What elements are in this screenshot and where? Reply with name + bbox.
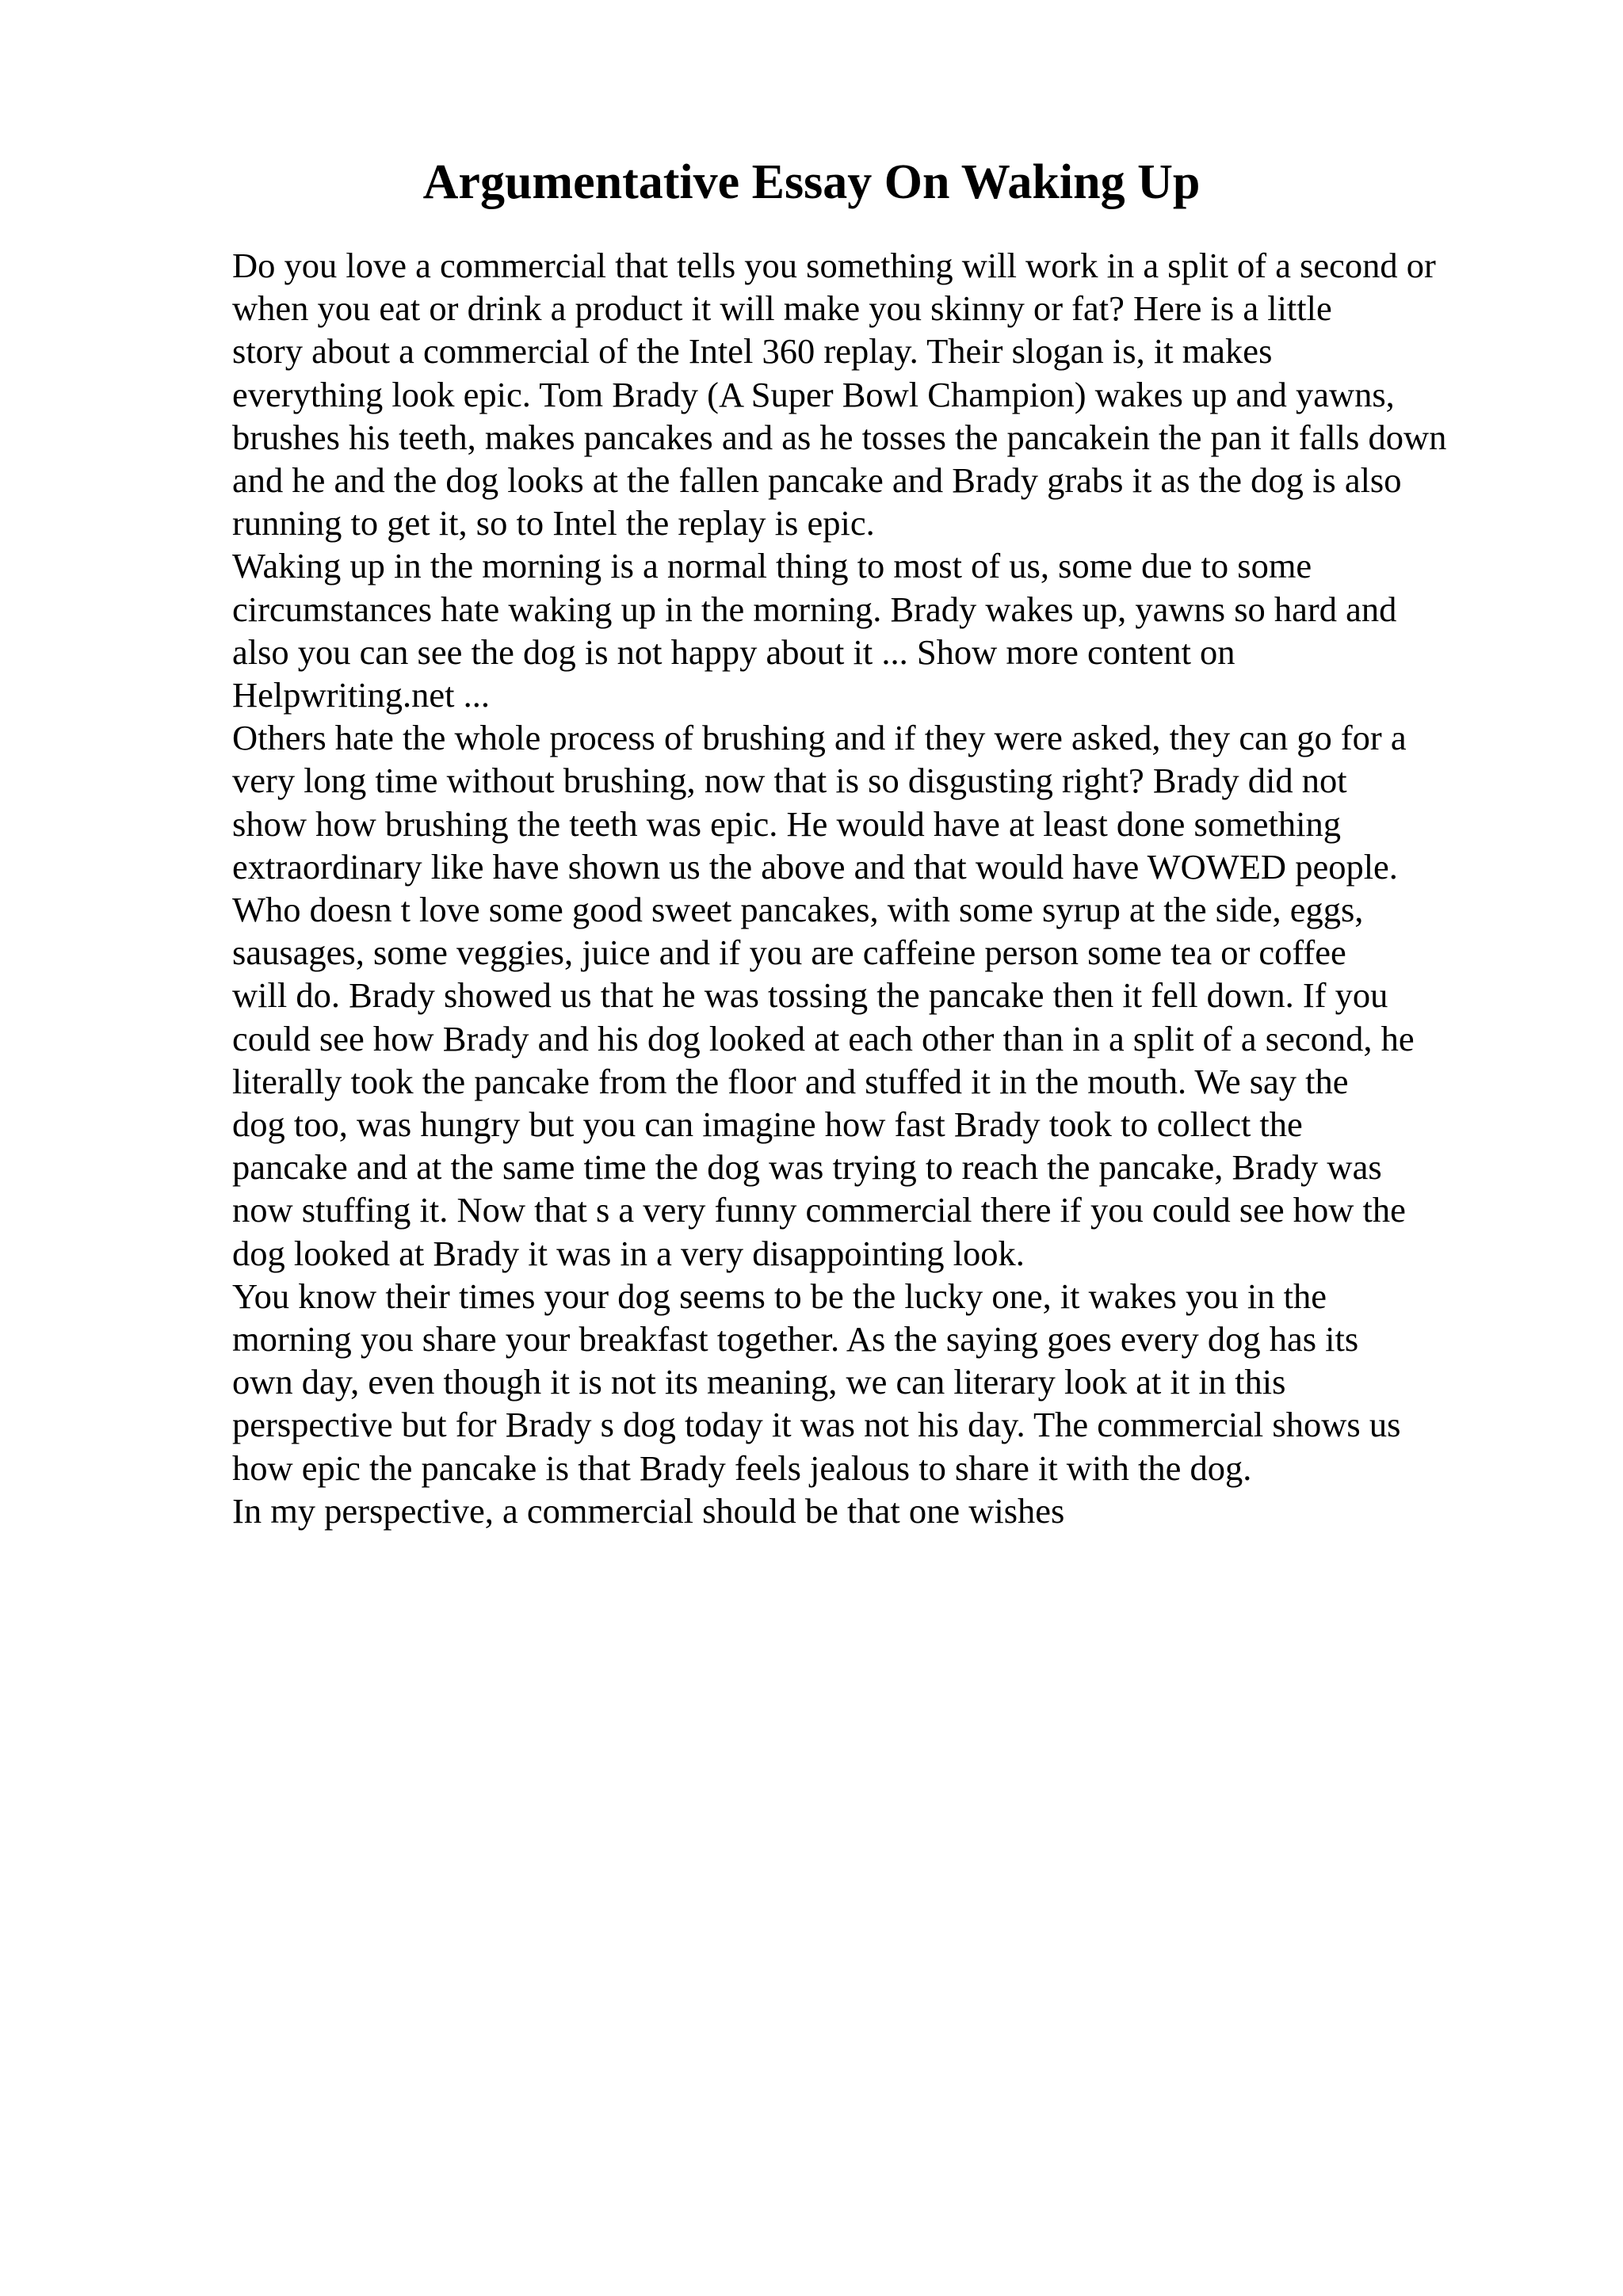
- text-line: pancake and at the same time the dog was trying to reach the pancake, Brady was: [232, 1147, 1382, 1188]
- text-line: show how brushing the teeth was epic. He would have at least done something: [232, 803, 1341, 844]
- text-line: brushes his teeth, makes pancakes and as he tosses the pancakein the pan it falls down: [232, 417, 1447, 457]
- text-line: how epic the pancake is that Brady feels jealous to share it with the dog.: [232, 1447, 1252, 1488]
- document-title: Argumentative Essay On Waking Up: [422, 155, 1201, 209]
- text-line: You know their times your dog seems to be the lucky one, it wakes you in the: [232, 1276, 1327, 1316]
- text-line: when you eat or drink a product it will make you skinny or fat? Here is a little: [232, 288, 1332, 329]
- text-line: sausages, some veggies, juice and if you are caffeine person some tea or coffee: [232, 933, 1346, 973]
- text-line: will do. Brady showed us that he was tossing the pancake then it fell down. If you: [232, 975, 1388, 1016]
- text-line: perspective but for Brady s dog today it was not his day. The commercial shows us: [232, 1405, 1401, 1445]
- text-line: story about a commercial of the Intel 360 replay. Their slogan is, it makes: [232, 331, 1273, 372]
- text-line: very long time without brushing, now that is so disgusting right? Brady did not: [232, 761, 1347, 801]
- text-line: Others hate the whole process of brushing and if they were asked, they can go for a: [232, 718, 1407, 758]
- text-line: and he and the dog looks at the fallen pancake and Brady grabs it as the dog is also: [232, 460, 1402, 501]
- text-line: literally took the pancake from the floor and stuffed it in the mouth. We say the: [232, 1061, 1349, 1101]
- text-line: also you can see the dog is not happy about it ... Show more content on: [232, 631, 1235, 672]
- text-line: own day, even though it is not its meaning, we can literary look at it in this: [232, 1362, 1286, 1402]
- text-line: Who doesn t love some good sweet pancakes, with some syrup at the side, eggs,: [232, 890, 1364, 930]
- text-line: Waking up in the morning is a normal thing to most of us, some due to some: [232, 546, 1312, 586]
- text-line: extraordinary like have shown us the above and that would have WOWED people.: [232, 846, 1398, 887]
- text-line: dog too, was hungry but you can imagine how fast Brady took to collect the: [232, 1104, 1303, 1145]
- text-line: Do you love a commercial that tells you something will work in a split of a second or: [232, 246, 1436, 285]
- essay-body: [232, 244, 1516, 1532]
- text-line: running to get it, so to Intel the replay is epic.: [232, 503, 875, 543]
- text-line: Helpwriting.net ...: [232, 675, 491, 715]
- text-line: could see how Brady and his dog looked at each other than in a split of a second, he: [232, 1018, 1415, 1058]
- text-line: morning you share your breakfast together. As the saying goes every dog has its: [232, 1319, 1359, 1360]
- text-line: now stuffing it. Now that s a very funny commercial there if you could see how the: [232, 1190, 1406, 1230]
- text-line: In my perspective, a commercial should be that one wishes: [232, 1490, 1065, 1531]
- text-line: dog looked at Brady it was in a very disappointing look.: [232, 1233, 1025, 1273]
- text-line: everything look epic. Tom Brady (A Super Bowl Champion) wakes up and yawns,: [232, 374, 1395, 414]
- text-line: circumstances hate waking up in the morning. Brady wakes up, yawns so hard and: [232, 589, 1397, 629]
